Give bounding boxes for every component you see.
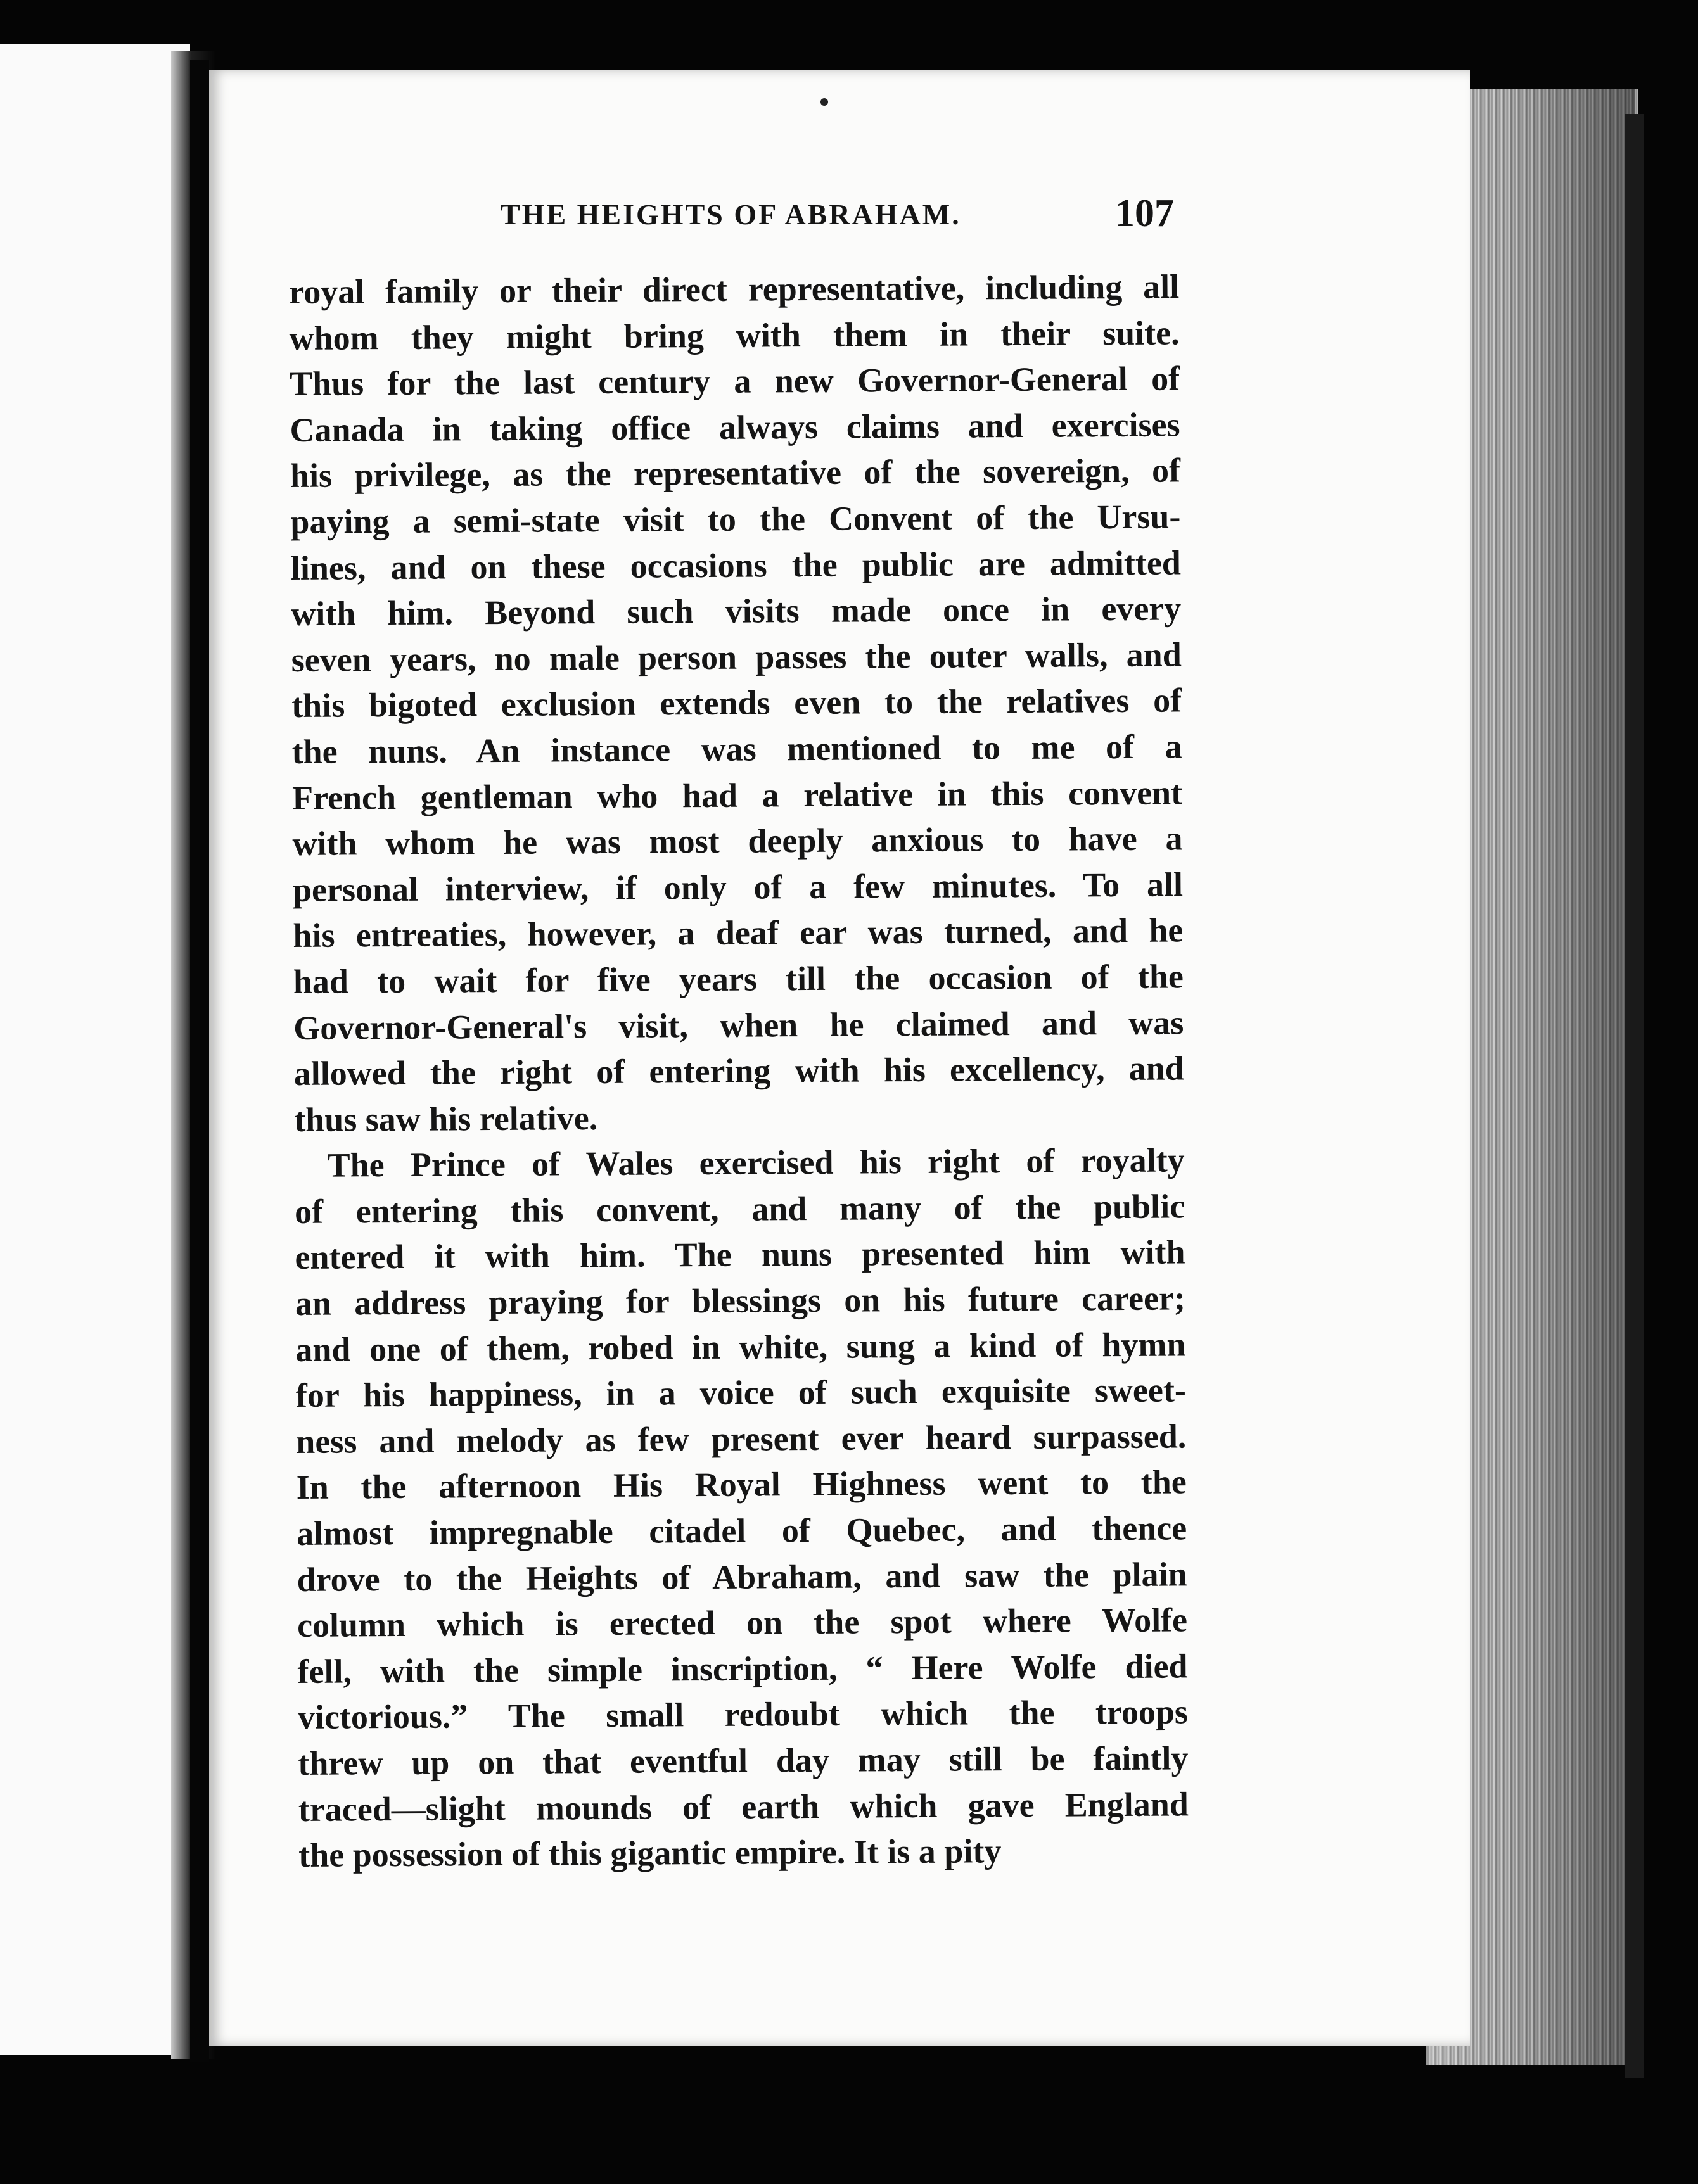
text-line: threw up on that eventful day may still be faintly (298, 1739, 1189, 1782)
text-line: fell, with the simple inscription, “ Here Wolfe died (297, 1647, 1188, 1691)
text-line: the possession of this gigantic empire. It is a pity (298, 1832, 1002, 1875)
text-line: seven years, no male person passes the outer walls, and (291, 635, 1182, 679)
text-line: The Prince of Wales exercised his right of royalty (327, 1141, 1185, 1184)
text-line: lines, and on these occasions the public are admitted (290, 543, 1182, 587)
page-number: 107 (1115, 192, 1174, 235)
text-line: with whom he was most deeply anxious to have a (292, 819, 1183, 863)
running-title: THE HEIGHTS OF ABRAHAM. (501, 198, 961, 231)
text-line: whom they might bring with them in their suite. (289, 314, 1180, 357)
text-line: Thus for the last century a new Governor-General of (289, 359, 1180, 403)
text-line: allowed the right of entering with his excellency, and (293, 1049, 1184, 1093)
left-page (0, 44, 190, 2055)
text-line: with him. Beyond such visits made once in every (291, 589, 1182, 633)
text-line: personal interview, if only of a few minutes. To all (292, 865, 1184, 909)
text-line: drove to the Heights of Abraham, and saw the plain (297, 1555, 1187, 1599)
text-line: this bigoted exclusion extends even to the relatives of (291, 681, 1182, 725)
text-line: column which is erected on the spot where Wolfe (297, 1601, 1188, 1645)
text-line: victorious.” The small redoubt which the troops (297, 1692, 1189, 1737)
text-line: entered it with him. The nuns presented him with (295, 1233, 1185, 1277)
text-line: for his happiness, in a voice of such exquisite sweet- (295, 1371, 1187, 1415)
cover-edge (1625, 114, 1644, 2078)
paragraph (289, 263, 1184, 1143)
text-line: Canada in taking office always claims and exercises (290, 405, 1180, 449)
text-line: the nuns. An instance was mentioned to me of a (291, 727, 1182, 771)
text-line: paying a semi-state visit to the Convent of the Ursu- (290, 497, 1181, 541)
text-line: almost impregnable citadel of Quebec, and thence (297, 1509, 1187, 1552)
text-line: of entering this convent, and many of the public (294, 1187, 1185, 1231)
body-text (289, 263, 1189, 1878)
text-line: and one of them, robed in white, sung a kind of hymn (295, 1325, 1186, 1369)
paragraph (294, 1138, 1189, 1879)
text-line: Governor-General's visit, when he claimed and was (293, 1003, 1184, 1047)
text-line: his entreaties, however, a deaf ear was turned, and he (293, 911, 1184, 955)
page-mark (820, 98, 828, 106)
text-line: royal family or their direct representative, including all (289, 267, 1180, 311)
text-line: thus saw his relative. (294, 1098, 598, 1139)
text-line: an address praying for blessings on his future career; (295, 1279, 1186, 1323)
text-line: ness and melody as few present ever heard surpassed. (296, 1417, 1187, 1461)
text-line: In the afternoon His Royal Highness went to the (296, 1463, 1187, 1507)
text-line: had to wait for five years till the occasion of the (293, 957, 1184, 1001)
text-line: his privilege, as the representative of the sovereign, of (290, 451, 1181, 495)
book-gutter (190, 60, 209, 2062)
text-line: French gentleman who had a relative in this convent (291, 773, 1183, 817)
text-line: traced—slight mounds of earth which gave England (298, 1784, 1189, 1829)
